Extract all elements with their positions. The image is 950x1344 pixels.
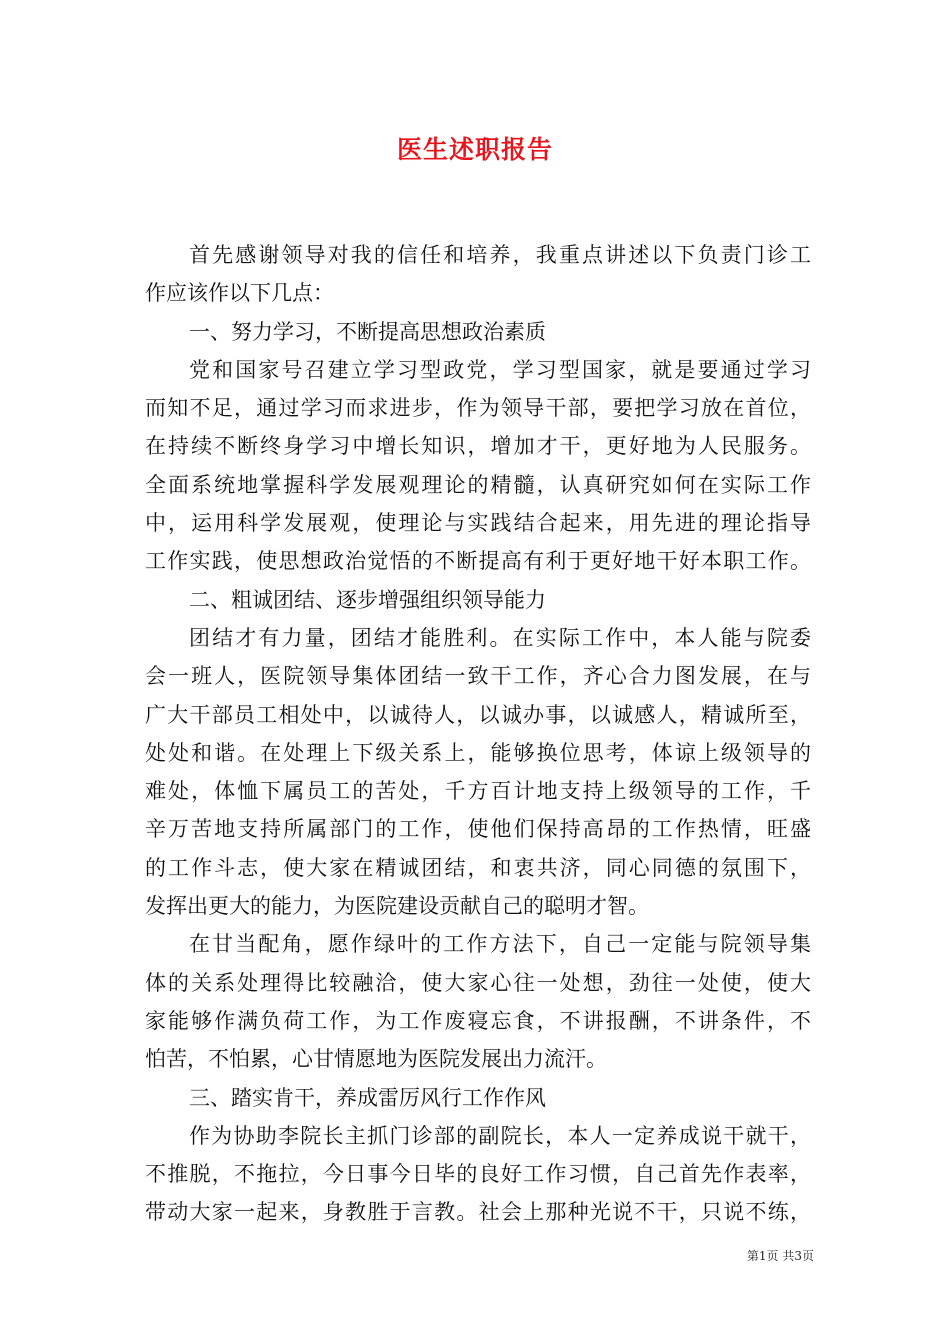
section-heading: 三、踏实肯干，养成雷厉风行工作作风 — [189, 1085, 546, 1110]
document-body — [145, 236, 811, 1232]
body-line: 不推脱，不拖拉，今日事今日毕的良好工作习惯，自己首先作表率， — [145, 1162, 811, 1187]
body-line: 发挥出更大的能力，为医院建设贡献自己的聪明才智。 — [145, 894, 649, 919]
body-line: 首先感谢领导对我的信任和培养，我重点讲述以下负责门诊工 — [189, 243, 811, 267]
page-number: 第1页 共3页 — [746, 1249, 814, 1263]
body-line: 处处和谐。在处理上下级关系上，能够换位思考，体谅上级领导的 — [145, 740, 811, 765]
section-heading: 一、努力学习，不断提高思想政治素质 — [189, 319, 546, 344]
body-line: 团结才有力量，团结才能胜利。在实际工作中，本人能与院委 — [189, 625, 811, 650]
body-line: 作应该作以下几点： — [145, 281, 334, 306]
body-line: 广大干部员工相处中，以诚待人，以诚办事，以诚感人，精诚所至， — [145, 702, 811, 727]
body-line: 辛万苦地支持所属部门的工作，使他们保持高昂的工作热情，旺盛 — [145, 817, 811, 842]
body-line: 而知不足，通过学习而求进步，作为领导干部，要把学习放在首位， — [145, 396, 811, 421]
body-line: 的工作斗志，使大家在精诚团结，和衷共济，同心同德的氛围下， — [145, 855, 811, 880]
document-title: 医生述职报告 — [396, 135, 553, 164]
body-line: 在持续不断终身学习中增长知识，增加才干，更好地为人民服务。 — [145, 434, 811, 459]
body-line: 中，运用科学发展观，使理论与实践结合起来，用先进的理论指导 — [145, 511, 811, 536]
body-line: 带动大家一起来，身教胜于言教。社会上那种光说不干，只说不练， — [145, 1200, 811, 1225]
body-line: 在甘当配角，愿作绿叶的工作方法下，自己一定能与院领导集 — [189, 932, 811, 957]
section-heading: 二、粗诚团结、逐步增强组织领导能力 — [189, 587, 546, 612]
body-line: 工作实践，使思想政治觉悟的不断提高有利于更好地干好本职工作。 — [145, 549, 811, 574]
body-line: 怕苦，不怕累，心甘情愿地为医院发展出力流汗。 — [145, 1047, 607, 1072]
body-line: 全面系统地掌握科学发展观理论的精髓，认真研究如何在实际工作 — [145, 472, 811, 497]
body-line: 家能够作满负荷工作，为工作废寝忘食，不讲报酬，不讲条件，不 — [145, 1008, 811, 1033]
body-line: 体的关系处理得比较融洽，使大家心往一处想，劲往一处使，使大 — [145, 970, 811, 995]
body-line: 难处，体恤下属员工的苦处，千方百计地支持上级领导的工作，千 — [145, 779, 811, 804]
body-line: 会一班人，医院领导集体团结一致干工作，齐心合力图发展，在与 — [145, 664, 811, 689]
body-line: 党和国家号召建立学习型政党，学习型国家，就是要通过学习 — [189, 357, 811, 382]
body-line: 作为协助李院长主抓门诊部的副院长，本人一定养成说干就干， — [189, 1123, 811, 1148]
